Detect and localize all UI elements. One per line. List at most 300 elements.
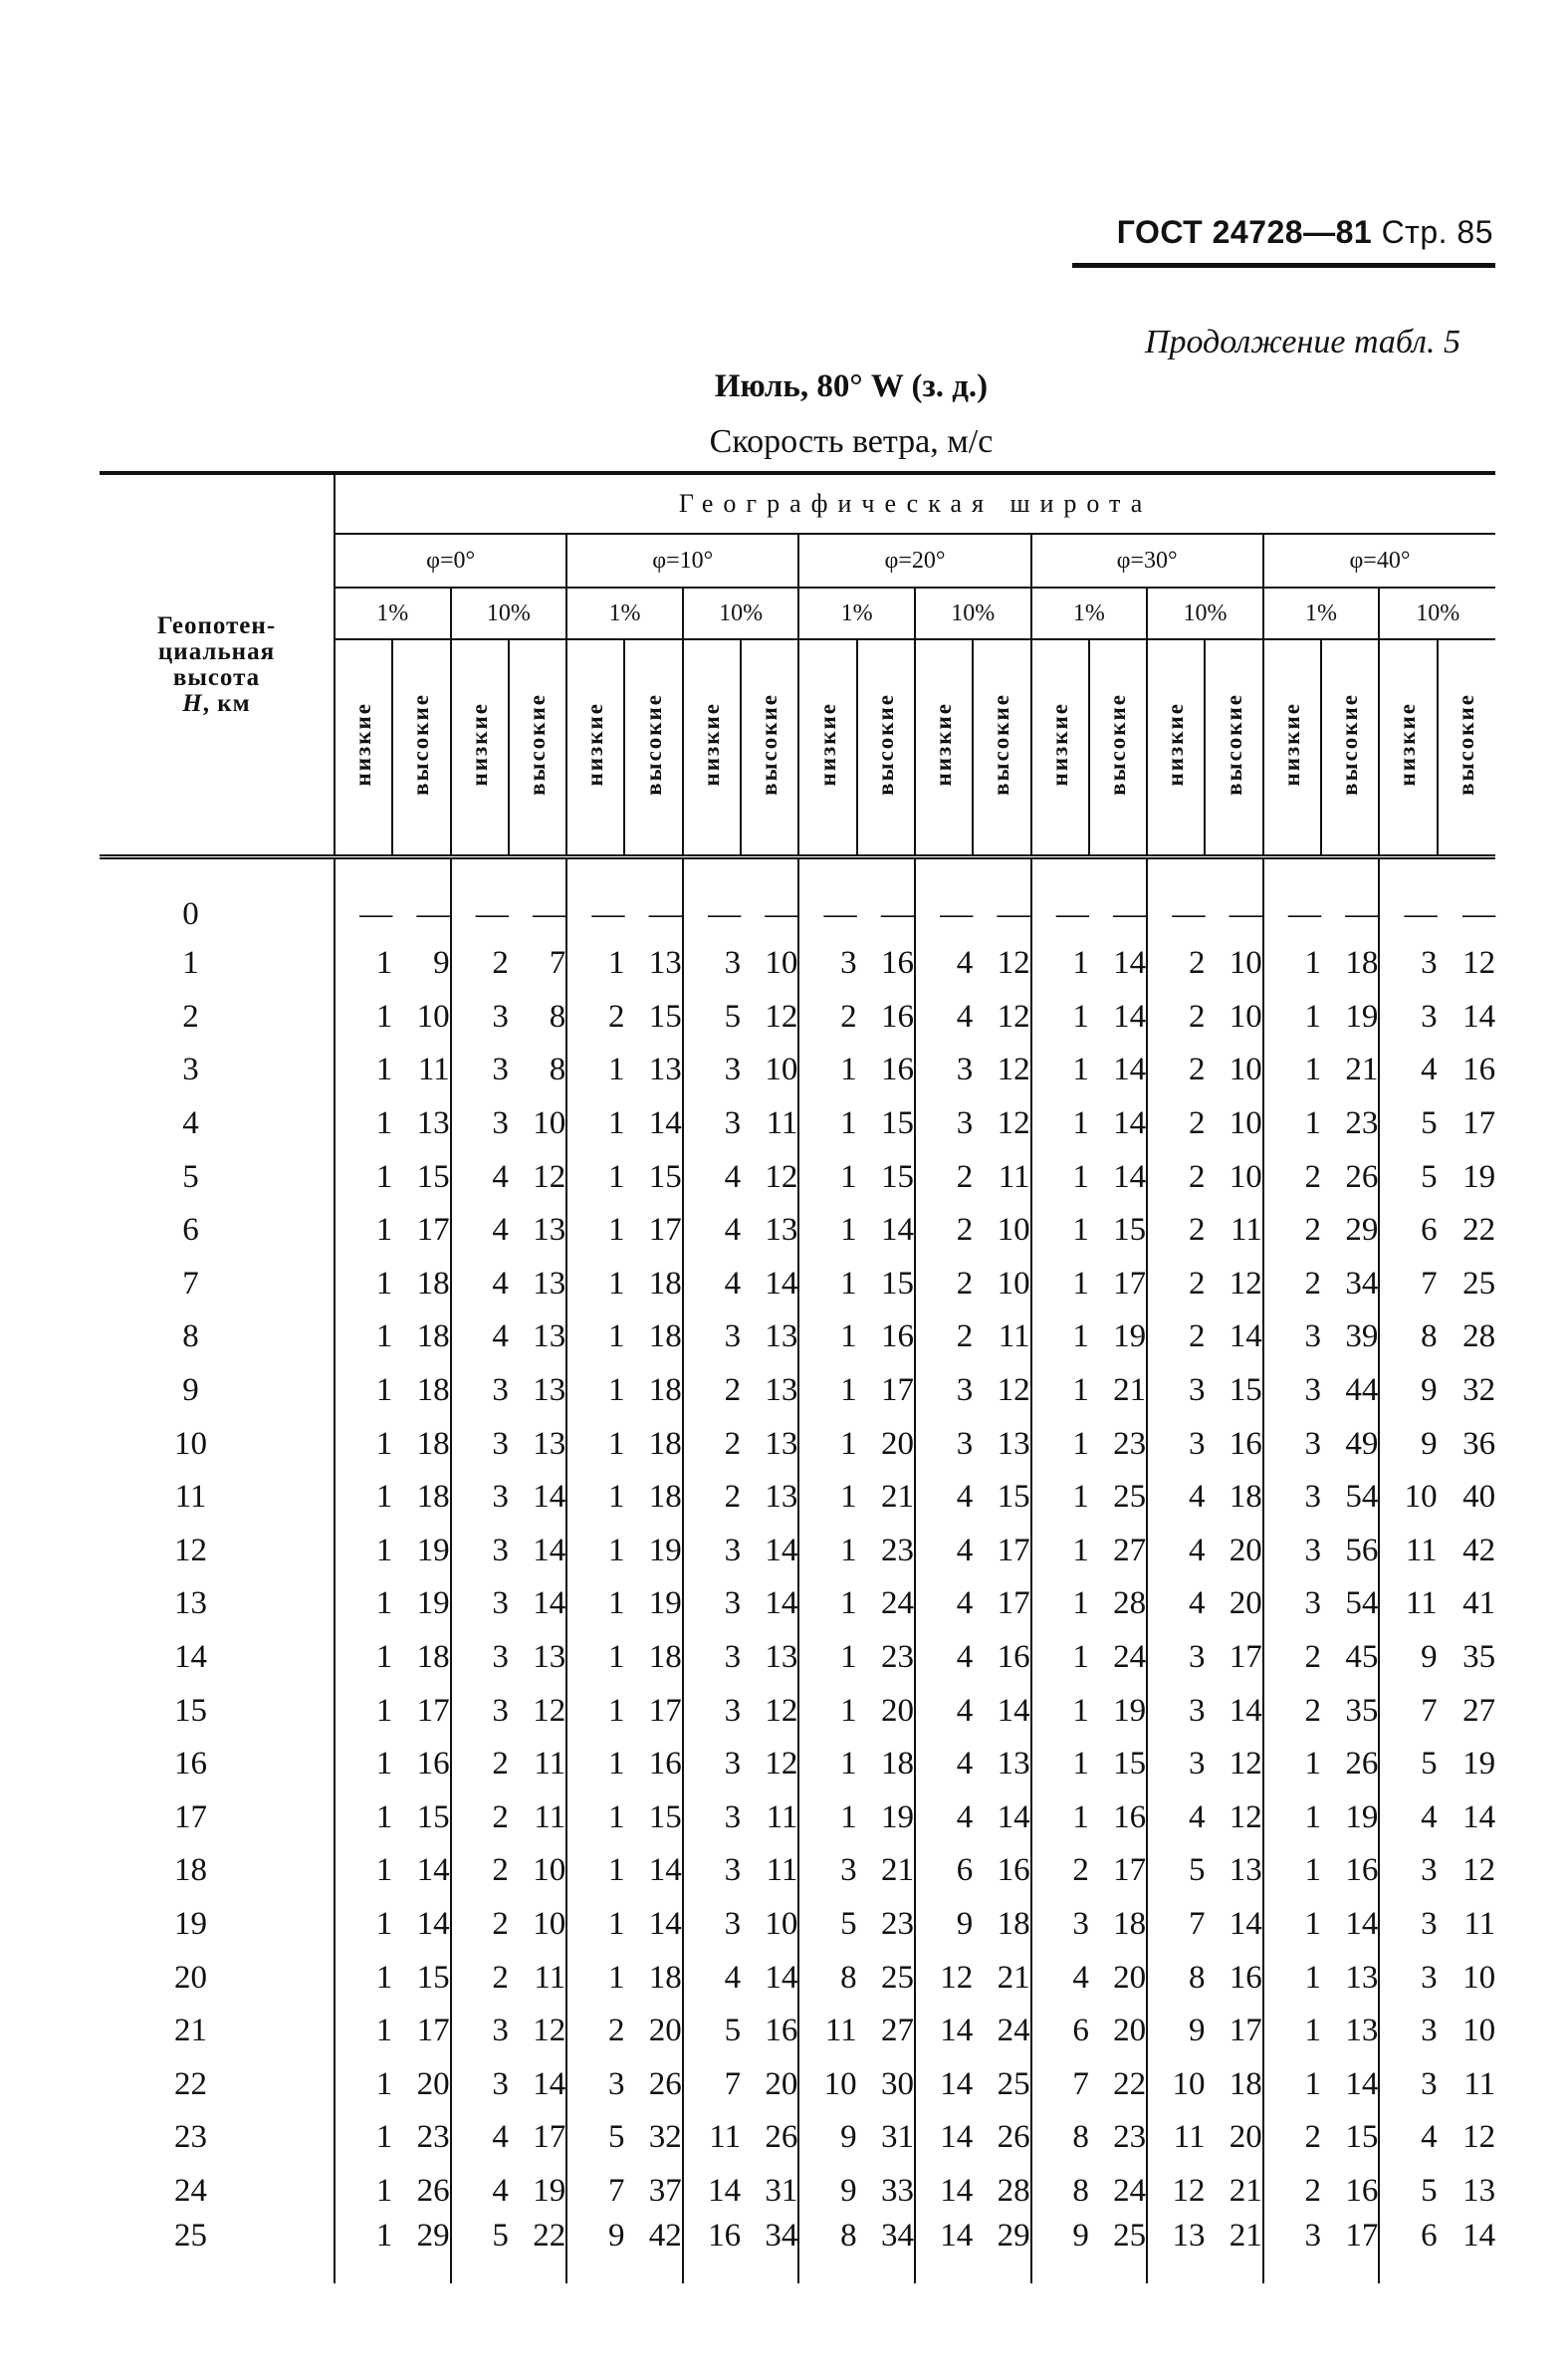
- value-cell: 8: [1147, 1951, 1205, 2005]
- value-cell: 4: [451, 1204, 509, 1258]
- height-cell: 24: [174, 2172, 207, 2209]
- value-cell: 16: [683, 2218, 741, 2283]
- value-cell: 3: [798, 937, 856, 991]
- height-cell: 20: [174, 1959, 207, 1996]
- value-cell: 12: [1462, 2119, 1496, 2156]
- table-row: [100, 937, 1495, 991]
- table-row: [100, 1310, 1495, 1364]
- value-cell: 20: [1229, 1585, 1262, 1622]
- value-cell: 24: [1113, 1639, 1147, 1676]
- row-header-cell: [100, 473, 335, 857]
- value-cell: 3: [683, 1791, 741, 1845]
- value-cell: 3: [798, 1844, 856, 1898]
- value-cell: 26: [997, 2119, 1030, 2156]
- value-cell: 15: [1345, 2119, 1379, 2156]
- value-cell: 2: [451, 1791, 509, 1845]
- value-cell: 18: [648, 1372, 682, 1409]
- value-cell: 18: [648, 1318, 682, 1355]
- value-cell: —: [765, 896, 798, 932]
- value-cell: 3: [451, 1631, 509, 1685]
- value-cell: 19: [880, 1798, 914, 1835]
- value-cell: 4: [1147, 1791, 1205, 1845]
- value-cell: 10: [1379, 1471, 1437, 1525]
- value-cell: 2: [1263, 1631, 1321, 1685]
- value-cell: 15: [648, 1158, 682, 1195]
- value-cell: —: [451, 857, 509, 938]
- value-cell: 3: [451, 991, 509, 1045]
- table-row: [100, 1791, 1495, 1845]
- value-cell: 9: [798, 2111, 856, 2165]
- value-cell: 20: [416, 2065, 450, 2102]
- value-cell: 2: [1147, 1258, 1205, 1311]
- value-cell: 32: [1462, 1372, 1496, 1409]
- cloud-type-header: [1379, 639, 1437, 857]
- value-cell: 17: [648, 1212, 682, 1249]
- value-cell: 1: [1031, 1364, 1089, 1418]
- value-cell: 7: [549, 945, 566, 982]
- cloud-type-label: высокие: [640, 692, 666, 796]
- cloud-type-label: высокие: [757, 692, 783, 796]
- row-header-unit-line: [100, 691, 334, 717]
- cloud-type-header: [683, 639, 741, 857]
- value-cell: —: [683, 857, 741, 938]
- value-cell: 3: [451, 1097, 509, 1151]
- value-cell: 14: [765, 1265, 798, 1302]
- value-cell: 2: [451, 937, 509, 991]
- value-cell: 9: [1379, 1631, 1437, 1685]
- value-cell: 14: [648, 1105, 682, 1142]
- value-cell: 14: [533, 2065, 566, 2102]
- height-cell: 0: [182, 896, 199, 932]
- value-cell: 1: [1031, 1471, 1089, 1525]
- value-cell: 3: [451, 2057, 509, 2111]
- value-cell: 42: [1462, 1532, 1496, 1568]
- value-cell: 12: [1229, 1798, 1262, 1835]
- value-cell: 11: [1230, 1212, 1262, 1249]
- value-cell: 1: [335, 1310, 392, 1364]
- value-cell: 1: [566, 1898, 624, 1952]
- value-cell: 1: [1263, 1044, 1321, 1097]
- height-cell: 7: [182, 1265, 199, 1302]
- height-cell: 12: [174, 1532, 207, 1568]
- value-cell: 2: [451, 1898, 509, 1952]
- latitude-header: φ=20°: [798, 534, 1030, 588]
- value-cell: 1: [335, 1471, 392, 1525]
- value-cell: 15: [880, 1158, 914, 1195]
- value-cell: 14: [533, 1532, 566, 1568]
- value-cell: —: [1345, 896, 1379, 932]
- value-cell: 1: [798, 1097, 856, 1151]
- value-cell: 37: [648, 2172, 682, 2209]
- value-cell: 14: [1345, 2065, 1379, 2102]
- value-cell: 29: [997, 2218, 1030, 2255]
- value-cell: 3: [683, 1577, 741, 1631]
- value-cell: 2: [1147, 991, 1205, 1045]
- value-cell: 4: [915, 1471, 973, 1525]
- height-cell: 10: [174, 1425, 207, 1462]
- value-cell: 17: [416, 1692, 450, 1729]
- value-cell: 9: [1031, 2218, 1089, 2283]
- table-row: [100, 1738, 1495, 1791]
- value-cell: 9: [433, 945, 450, 982]
- value-cell: 6: [915, 1844, 973, 1898]
- value-cell: 19: [1113, 1318, 1147, 1355]
- table-title: Июль, 80° W (з. д.): [714, 368, 989, 404]
- height-cell: 2: [182, 998, 199, 1035]
- standard-number: ГОСТ 24728—81: [1116, 214, 1373, 250]
- table-row: [100, 1364, 1495, 1418]
- value-cell: 4: [451, 1258, 509, 1311]
- value-cell: 13: [765, 1639, 798, 1676]
- value-cell: 4: [915, 1525, 973, 1578]
- value-cell: 28: [1462, 1318, 1496, 1355]
- value-cell: 1: [335, 1525, 392, 1578]
- value-cell: 13: [1462, 2172, 1496, 2209]
- cloud-type-label: низкие: [350, 701, 376, 787]
- value-cell: 4: [915, 1631, 973, 1685]
- value-cell: 26: [1345, 1158, 1379, 1195]
- value-cell: 31: [765, 2172, 798, 2209]
- value-cell: 3: [1379, 1898, 1437, 1952]
- value-cell: 16: [880, 1052, 914, 1088]
- value-cell: 11: [1463, 1905, 1496, 1942]
- height-cell: 4: [182, 1105, 199, 1142]
- value-cell: 3: [683, 1684, 741, 1738]
- value-cell: 14: [915, 2111, 973, 2165]
- value-cell: —: [566, 857, 624, 938]
- value-cell: 10: [416, 998, 450, 1035]
- value-cell: 13: [648, 1052, 682, 1088]
- value-cell: 54: [1345, 1479, 1379, 1516]
- value-cell: 14: [416, 1852, 450, 1889]
- height-cell: 23: [174, 2119, 207, 2156]
- value-cell: 3: [1147, 1631, 1205, 1685]
- value-cell: 20: [1229, 2119, 1262, 2156]
- cloud-type-label: низкие: [1046, 701, 1072, 787]
- value-cell: 21: [1229, 2218, 1262, 2255]
- wind-speed-table: [100, 471, 1495, 2283]
- value-cell: 21: [880, 1479, 914, 1516]
- value-cell: 14: [915, 2057, 973, 2111]
- cloud-type-label: низкие: [582, 701, 608, 787]
- value-cell: 3: [1379, 2057, 1437, 2111]
- value-cell: 14: [997, 1798, 1030, 1835]
- value-cell: 18: [1113, 1905, 1147, 1942]
- value-cell: 10: [765, 1052, 798, 1088]
- height-cell: 8: [182, 1318, 199, 1355]
- value-cell: 17: [1462, 1105, 1496, 1142]
- value-cell: 1: [566, 1577, 624, 1631]
- height-cell: 21: [174, 2013, 207, 2049]
- value-cell: 18: [648, 1265, 682, 1302]
- value-cell: 1: [798, 1258, 856, 1311]
- value-cell: —: [416, 896, 450, 932]
- value-cell: 14: [1229, 1692, 1262, 1729]
- value-cell: 8: [1031, 2165, 1089, 2219]
- value-cell: 1: [798, 1577, 856, 1631]
- value-cell: —: [1379, 857, 1437, 938]
- cloud-type-header: [1321, 639, 1379, 857]
- value-cell: 28: [1113, 1585, 1147, 1622]
- value-cell: —: [798, 857, 856, 938]
- value-cell: 14: [1229, 1318, 1262, 1355]
- value-cell: 18: [648, 1959, 682, 1996]
- value-cell: 2: [1263, 1204, 1321, 1258]
- value-cell: 1: [798, 1738, 856, 1791]
- height-cell: 6: [182, 1212, 199, 1249]
- value-cell: 14: [533, 1585, 566, 1622]
- value-cell: 49: [1345, 1425, 1379, 1462]
- value-cell: 17: [997, 1585, 1030, 1622]
- value-cell: 19: [1345, 1798, 1379, 1835]
- value-cell: 1: [566, 1471, 624, 1525]
- value-cell: 1: [335, 991, 392, 1045]
- value-cell: 12: [765, 1158, 798, 1195]
- value-cell: 4: [915, 991, 973, 1045]
- value-cell: 16: [1462, 1052, 1496, 1088]
- value-cell: 18: [416, 1479, 450, 1516]
- value-cell: 1: [335, 1364, 392, 1418]
- value-cell: 20: [765, 2065, 798, 2102]
- value-cell: 2: [915, 1204, 973, 1258]
- value-cell: 15: [648, 998, 682, 1035]
- value-cell: 13: [533, 1212, 566, 1249]
- value-cell: 11: [766, 1105, 798, 1142]
- value-cell: 10: [533, 1852, 566, 1889]
- value-cell: 23: [880, 1905, 914, 1942]
- value-cell: 9: [566, 2218, 624, 2283]
- value-cell: 1: [798, 1417, 856, 1471]
- value-cell: 4: [451, 2165, 509, 2219]
- value-cell: 2: [1263, 1684, 1321, 1738]
- value-cell: 40: [1462, 1479, 1496, 1516]
- cloud-type-label: низкие: [814, 701, 840, 787]
- value-cell: 28: [997, 2172, 1030, 2209]
- value-cell: 8: [1031, 2111, 1089, 2165]
- value-cell: 11: [417, 1052, 450, 1088]
- value-cell: 3: [683, 1044, 741, 1097]
- value-cell: 23: [1113, 2119, 1147, 2156]
- value-cell: 13: [1345, 2013, 1379, 2049]
- value-cell: 1: [566, 1310, 624, 1364]
- value-cell: 5: [451, 2218, 509, 2283]
- value-cell: 1: [1031, 1310, 1089, 1364]
- value-cell: 4: [915, 1577, 973, 1631]
- value-cell: 5: [1379, 1150, 1437, 1204]
- value-cell: 16: [997, 1639, 1030, 1676]
- value-cell: 23: [416, 2119, 450, 2156]
- table-row: [100, 2165, 1495, 2219]
- value-cell: 19: [648, 1532, 682, 1568]
- value-cell: 22: [533, 2218, 566, 2255]
- value-cell: 27: [880, 2013, 914, 2049]
- value-cell: 44: [1345, 1372, 1379, 1409]
- value-cell: 8: [1379, 1310, 1437, 1364]
- value-cell: 15: [1113, 1212, 1147, 1249]
- cloud-type-header: [798, 639, 856, 857]
- value-cell: —: [1263, 857, 1321, 938]
- table-subtitle: Скорость ветра, м/с: [709, 423, 994, 460]
- value-cell: 33: [880, 2172, 914, 2209]
- value-cell: 27: [1113, 1532, 1147, 1568]
- value-cell: 12: [533, 1692, 566, 1729]
- value-cell: —: [1229, 896, 1262, 932]
- value-cell: 3: [1379, 1844, 1437, 1898]
- value-cell: 10: [1229, 1158, 1262, 1195]
- value-cell: 3: [1379, 1951, 1437, 2005]
- value-cell: 25: [997, 2065, 1030, 2102]
- value-cell: 31: [880, 2119, 914, 2156]
- value-cell: 22: [1113, 2065, 1147, 2102]
- value-cell: 3: [1263, 1364, 1321, 1418]
- row-header-line2: циальная: [157, 637, 276, 665]
- value-cell: 3: [915, 1044, 973, 1097]
- cloud-type-header: [566, 639, 624, 857]
- table-row: [100, 1525, 1495, 1578]
- value-cell: 3: [1379, 937, 1437, 991]
- value-cell: 4: [451, 1310, 509, 1364]
- value-cell: 1: [335, 1951, 392, 2005]
- value-cell: 15: [880, 1265, 914, 1302]
- value-cell: 15: [416, 1158, 450, 1195]
- height-symbol: H: [182, 689, 203, 717]
- value-cell: 15: [997, 1479, 1030, 1516]
- value-cell: 1: [566, 1417, 624, 1471]
- value-cell: 12: [765, 998, 798, 1035]
- value-cell: 11: [798, 2005, 856, 2058]
- table-row: [100, 1951, 1495, 2005]
- value-cell: 19: [416, 1532, 450, 1568]
- value-cell: 25: [1113, 1479, 1147, 1516]
- value-cell: 14: [1462, 1798, 1496, 1835]
- value-cell: 23: [880, 1532, 914, 1568]
- value-cell: 19: [1462, 1746, 1496, 1783]
- table-row: [100, 1097, 1495, 1151]
- value-cell: 16: [1113, 1798, 1147, 1835]
- value-cell: 16: [1229, 1959, 1262, 1996]
- table-row: [100, 1258, 1495, 1311]
- value-cell: 12: [1147, 2165, 1205, 2219]
- value-cell: 24: [880, 1585, 914, 1622]
- value-cell: 2: [915, 1150, 973, 1204]
- value-cell: 17: [416, 1212, 450, 1249]
- value-cell: 12: [1229, 1265, 1262, 1302]
- cloud-type-header: [1205, 639, 1262, 857]
- value-cell: 23: [1345, 1105, 1379, 1142]
- table-row: [100, 1898, 1495, 1952]
- value-cell: 26: [1345, 1746, 1379, 1783]
- value-cell: 12: [765, 1692, 798, 1729]
- value-cell: 3: [683, 1898, 741, 1952]
- value-cell: 21: [880, 1852, 914, 1889]
- value-cell: 10: [1229, 945, 1262, 982]
- value-cell: 1: [335, 1898, 392, 1952]
- value-cell: 8: [798, 1951, 856, 2005]
- table-row: [100, 1204, 1495, 1258]
- value-cell: 14: [915, 2165, 973, 2219]
- value-cell: 13: [416, 1105, 450, 1142]
- value-cell: 17: [1113, 1265, 1147, 1302]
- value-cell: 13: [533, 1372, 566, 1409]
- cloud-type-label: высокие: [1221, 692, 1246, 796]
- value-cell: 45: [1345, 1639, 1379, 1676]
- height-cell: 3: [182, 1052, 199, 1088]
- value-cell: 2: [1147, 1097, 1205, 1151]
- value-cell: 2: [683, 1471, 741, 1525]
- cloud-type-header: [915, 639, 973, 857]
- latitude-header: φ=40°: [1263, 534, 1495, 588]
- value-cell: 4: [915, 937, 973, 991]
- value-cell: 5: [683, 991, 741, 1045]
- value-cell: 17: [1113, 1852, 1147, 1889]
- value-cell: —: [880, 896, 914, 932]
- value-cell: 1: [335, 1738, 392, 1791]
- value-cell: 8: [798, 2218, 856, 2283]
- value-cell: 27: [1462, 1692, 1496, 1729]
- value-cell: 13: [533, 1639, 566, 1676]
- value-cell: 15: [648, 1798, 682, 1835]
- value-cell: 9: [1379, 1417, 1437, 1471]
- value-cell: 21: [997, 1959, 1030, 1996]
- value-cell: 1: [566, 937, 624, 991]
- value-cell: 3: [451, 1471, 509, 1525]
- value-cell: 1: [1031, 991, 1089, 1045]
- value-cell: 10: [1229, 1105, 1262, 1142]
- value-cell: 8: [549, 1052, 566, 1088]
- value-cell: 1: [1031, 1577, 1089, 1631]
- value-cell: 14: [683, 2165, 741, 2219]
- value-cell: 1: [566, 1631, 624, 1685]
- value-cell: 2: [1031, 1844, 1089, 1898]
- value-cell: 14: [1113, 945, 1147, 982]
- value-cell: —: [648, 896, 682, 932]
- value-cell: 1: [1263, 991, 1321, 1045]
- value-cell: 2: [1147, 1150, 1205, 1204]
- value-cell: 4: [683, 1150, 741, 1204]
- row-header-line1: Геопотен-: [156, 611, 277, 639]
- value-cell: 6: [1031, 2005, 1089, 2058]
- cloud-type-label: низкие: [698, 701, 724, 787]
- value-cell: 13: [533, 1265, 566, 1302]
- value-cell: 3: [1379, 991, 1437, 1045]
- value-cell: 1: [566, 1364, 624, 1418]
- cloud-type-header: [509, 639, 566, 857]
- row-header-label: [100, 613, 334, 717]
- value-cell: 9: [1147, 2005, 1205, 2058]
- value-cell: 18: [416, 1318, 450, 1355]
- value-cell: 16: [880, 945, 914, 982]
- value-cell: 1: [566, 1684, 624, 1738]
- value-cell: 1: [1263, 1844, 1321, 1898]
- value-cell: 14: [1113, 1158, 1147, 1195]
- value-cell: 1: [335, 1844, 392, 1898]
- value-cell: 10: [997, 1212, 1030, 1249]
- value-cell: 1: [1263, 2057, 1321, 2111]
- value-cell: 1: [1031, 1631, 1089, 1685]
- value-cell: 22: [1462, 1212, 1496, 1249]
- value-cell: 1: [566, 1204, 624, 1258]
- value-cell: 3: [1379, 2005, 1437, 2058]
- cloud-type-label: высокие: [1105, 692, 1130, 796]
- table-row: [100, 1044, 1495, 1097]
- value-cell: 3: [1263, 1310, 1321, 1364]
- value-cell: 5: [1379, 1097, 1437, 1151]
- value-cell: 10: [765, 945, 798, 982]
- cloud-type-label: низкие: [1395, 701, 1421, 787]
- value-cell: 3: [683, 1631, 741, 1685]
- value-cell: 1: [1263, 1097, 1321, 1151]
- value-cell: 2: [915, 1310, 973, 1364]
